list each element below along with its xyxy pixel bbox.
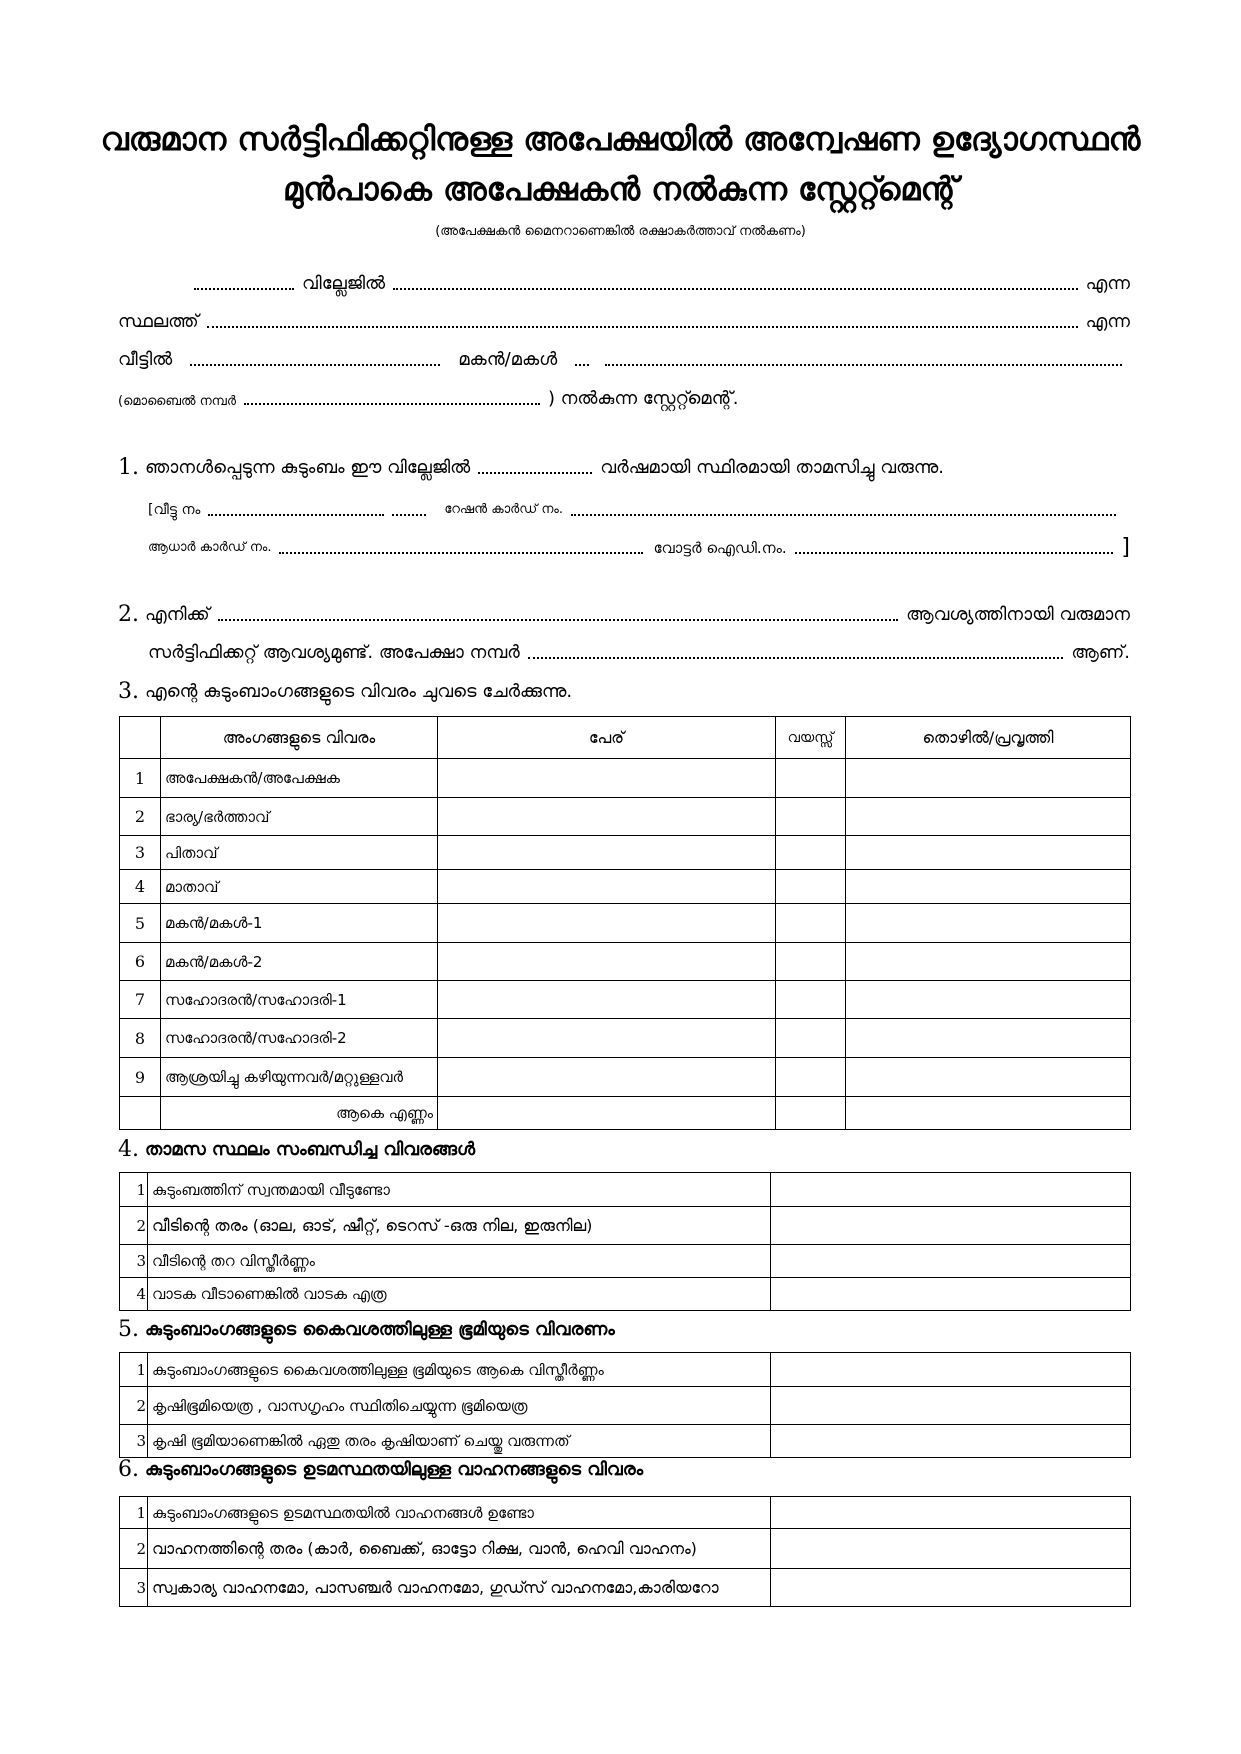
answer-cell[interactable] <box>771 1387 1131 1425</box>
item4-title: താമസ സ്ഥലം സംബന്ധിച്ച വിവരങ്ങൾ <box>145 1139 476 1160</box>
village-label: വില്ലേജിൽ <box>302 273 386 294</box>
table-row <box>120 1019 1131 1058</box>
answer-cell[interactable] <box>771 1497 1131 1529</box>
row-label: അപേക്ഷകൻ/അപേക്ഷക <box>161 759 438 798</box>
item1-text-b: വർഷമായി സ്ഥിരമായി താമസിച്ചു വരുന്നു. <box>600 457 945 478</box>
row-label: പിതാവ് <box>161 836 438 870</box>
name-cell[interactable] <box>438 836 776 870</box>
form-title-line1: വരുമാന സർട്ടിഫിക്കറ്റിനുള്ള അപേക്ഷയിൽ അന്വേഷണ ഉദ്യോഗസ്ഥൻ <box>100 120 1141 158</box>
row-number: 2 <box>120 1529 148 1569</box>
occupation-cell[interactable] <box>846 981 1131 1019</box>
age-cell[interactable] <box>776 943 846 981</box>
answer-cell[interactable] <box>771 1353 1131 1387</box>
row-label: മകൻ/മകൾ-2 <box>161 943 438 981</box>
table-row <box>120 1058 1131 1097</box>
row-number: 9 <box>120 1058 161 1097</box>
table-row <box>120 836 1131 870</box>
row-label: വാടക വീടാണെങ്കിൽ വാടക എത്ര <box>148 1278 771 1311</box>
item1-text-a: ഞാനൾപ്പെടുന്ന കുടുംബം ഈ വില്ലേജിൽ <box>145 457 471 478</box>
answer-cell[interactable] <box>771 1207 1131 1245</box>
age-cell[interactable] <box>776 981 846 1019</box>
item2-text-b: ആവശ്യത്തിനായി വരുമാന <box>906 604 1130 625</box>
item6-number: 6. <box>118 1457 139 1482</box>
item5-title: കുടുംബാംഗങ്ങളുടെ കൈവശത്തിലുള്ള ഭൂമിയുടെ വിവരണം <box>145 1319 615 1340</box>
answer-cell[interactable] <box>771 1278 1131 1311</box>
intro-line-mobile <box>118 383 1130 413</box>
form-title-line2: മുൻപാകെ അപേക്ഷകൻ നൽകുന്ന സ്റ്റേറ്റ്മെന്റ് <box>282 170 959 208</box>
son-daughter-dots-short <box>575 364 589 366</box>
item2-line2 <box>118 637 1130 667</box>
enna-label-1: എന്ന <box>1085 273 1130 294</box>
total-serial-cell <box>120 1097 161 1130</box>
name-cell[interactable] <box>438 943 776 981</box>
item6-title: കുടുംബാംഗങ്ങളുടെ ഉടമസ്ഥതയിലുള്ള വാഹനങ്ങളുടെ വിവരം <box>145 1459 644 1480</box>
ration-card-field[interactable] <box>571 514 1116 516</box>
header-age: വയസ്സ് <box>776 717 846 759</box>
row-number: 1 <box>120 1353 148 1387</box>
age-cell[interactable] <box>776 798 846 836</box>
name-cell[interactable] <box>438 904 776 943</box>
row-number: 2 <box>120 1387 148 1425</box>
row-label: മാതാവ് <box>161 870 438 904</box>
item3-number: 3. <box>118 679 139 704</box>
header-occupation: തൊഴിൽ/പ്രവൃത്തി <box>846 717 1131 759</box>
row-number: 1 <box>120 1497 148 1529</box>
row-number: 4 <box>120 1278 148 1311</box>
years-field[interactable] <box>478 472 592 474</box>
row-number: 5 <box>120 904 161 943</box>
row-label: വാഹനത്തിന്റെ തരം (കാർ, ബൈക്ക്, ഓട്ടോ റിക്ഷ, വാൻ, ഹെവി വാഹനം) <box>148 1529 771 1569</box>
age-cell[interactable] <box>776 870 846 904</box>
table-row <box>120 798 1131 836</box>
item2-text-c: സർട്ടിഫിക്കറ്റ് ആവശ്യമുണ്ട്. അപേക്ഷാ നമ്പർ <box>148 642 520 663</box>
row-number: 2 <box>120 798 161 836</box>
house-field[interactable] <box>190 364 440 366</box>
son-daughter-label: മകൻ/മകൾ <box>458 349 558 370</box>
occupation-cell[interactable] <box>846 943 1131 981</box>
aadhaar-field[interactable] <box>279 552 643 554</box>
answer-cell[interactable] <box>771 1569 1131 1607</box>
row-label: കുടുംബാംഗങ്ങളുടെ ഉടമസ്ഥതയിൽ വാഹനങ്ങൾ ഉണ്ടോ <box>148 1497 771 1529</box>
row-number: 7 <box>120 981 161 1019</box>
row-label: കൃഷി ഭൂമിയാണെങ്കിൽ ഏതു തരം കൃഷിയാണ് ചെയ്തു വരുന്നത് <box>148 1425 771 1458</box>
table-row <box>120 1425 1131 1458</box>
purpose-field[interactable] <box>218 619 898 621</box>
table-row <box>120 759 1131 798</box>
row-number: 3 <box>120 1569 148 1607</box>
header-members: അംഗങ്ങളുടെ വിവരം <box>161 717 438 759</box>
name-cell[interactable] <box>438 798 776 836</box>
mobile-label: (മൊബൈൽ നമ്പർ <box>118 394 236 409</box>
occupation-cell[interactable] <box>846 904 1131 943</box>
village-name-field[interactable] <box>194 288 294 290</box>
row-number: 3 <box>120 1245 148 1278</box>
row-label: ആശ്രയിച്ചു കഴിയുന്നവർ/മറ്റുള്ളവർ <box>161 1058 438 1097</box>
table-row <box>120 904 1131 943</box>
total-count-label: ആകെ എണ്ണം <box>161 1097 438 1130</box>
occupation-cell[interactable] <box>846 1019 1131 1058</box>
ids-close-bracket: ] <box>1121 535 1130 560</box>
item5-heading <box>118 1316 1130 1344</box>
aadhaar-label: ആധാർ കാർഡ് നം. <box>148 540 272 555</box>
total-occupation-cell[interactable] <box>846 1097 1131 1130</box>
statement-given-label: ) നൽകുന്ന സ്റ്റേറ്റ്മെന്റ്. <box>547 388 739 409</box>
row-label: കൃഷിഭൂമിയെത്ര , വാസഗൃഹം സ്ഥിതിചെയ്യുന്ന ഭൂമിയെത്ര <box>148 1387 771 1425</box>
answer-cell[interactable] <box>771 1173 1131 1207</box>
table-row <box>120 943 1131 981</box>
intro-line-place <box>118 306 1130 336</box>
name-cell[interactable] <box>438 981 776 1019</box>
row-label: സഹോദരൻ/സഹോദരി-2 <box>161 1019 438 1058</box>
item2-line1 <box>118 599 1130 629</box>
item4-heading <box>118 1136 1130 1164</box>
name-cell[interactable] <box>438 1058 776 1097</box>
row-label: മകൻ/മകൾ-1 <box>161 904 438 943</box>
item2-text-d: ആണ്. <box>1071 642 1130 663</box>
house-no-extra-dots <box>392 514 426 516</box>
item6-heading <box>118 1456 1130 1484</box>
table-row <box>120 1353 1131 1387</box>
item1-ids-line1 <box>118 494 1130 524</box>
age-cell[interactable] <box>776 759 846 798</box>
row-label: കുടുംബത്തിന് സ്വന്തമായി വീടുണ്ടോ <box>148 1173 771 1207</box>
family-members-table <box>119 716 1131 1130</box>
house-no-label: [വീട്ടു നം <box>148 502 201 518</box>
land-table <box>119 1352 1131 1458</box>
item3-heading <box>118 678 1130 706</box>
row-label: വീടിന്റെ തറ വിസ്തീർണ്ണം <box>148 1245 771 1278</box>
table-row <box>120 870 1131 904</box>
mobile-field[interactable] <box>244 403 540 405</box>
vehicles-table <box>119 1496 1131 1607</box>
row-number: 4 <box>120 870 161 904</box>
name-cell[interactable] <box>438 1019 776 1058</box>
item3-text: എന്റെ കുടുംബാംഗങ്ങളുടെ വിവരം ചുവടെ ചേർക്കുന്നു. <box>145 681 573 702</box>
row-label: കുടുംബാംഗങ്ങളുടെ കൈവശത്തിലുള്ള ഭൂമിയുടെ ആകെ വിസ്തീർണ്ണം <box>148 1353 771 1387</box>
house-label: വീട്ടിൽ <box>118 349 173 370</box>
row-number: 8 <box>120 1019 161 1058</box>
place-field[interactable] <box>207 326 1078 328</box>
form-note: (അപേക്ഷകൻ മൈനറാണെങ്കിൽ രക്ഷാകർത്താവ് നൽകണം) <box>435 224 806 239</box>
house-no-field[interactable] <box>208 514 384 516</box>
voter-id-field[interactable] <box>795 552 1114 554</box>
age-cell[interactable] <box>776 1058 846 1097</box>
item1-line <box>118 452 1130 482</box>
table-row <box>120 1245 1131 1278</box>
answer-cell[interactable] <box>771 1529 1131 1569</box>
row-number: 1 <box>120 759 161 798</box>
occupation-cell[interactable] <box>846 836 1131 870</box>
table-row <box>120 981 1131 1019</box>
row-number: 1 <box>120 1173 148 1207</box>
total-name-cell[interactable] <box>438 1097 776 1130</box>
table-row <box>120 1497 1131 1529</box>
row-number: 3 <box>120 836 161 870</box>
intro-line-village <box>118 268 1130 298</box>
row-number: 3 <box>120 1425 148 1458</box>
name-cell[interactable] <box>438 759 776 798</box>
occupation-cell[interactable] <box>846 798 1131 836</box>
item5-number: 5. <box>118 1317 139 1342</box>
row-label: സ്വകാര്യ വാഹനമോ, പാസഞ്ചർ വാഹനമോ, ഗുഡ്സ് വാഹനമോ,കാരിയറോ <box>148 1569 771 1607</box>
answer-cell[interactable] <box>771 1245 1131 1278</box>
occupation-cell[interactable] <box>846 1058 1131 1097</box>
header-name: പേര് <box>438 717 776 759</box>
residence-table <box>119 1172 1131 1311</box>
place-label: സ്ഥലത്ത് <box>118 311 199 332</box>
application-no-field[interactable] <box>528 657 1064 659</box>
item2-text-a: എനിക്ക് <box>145 604 210 625</box>
table-row <box>120 1207 1131 1245</box>
table-row <box>120 1278 1131 1311</box>
row-label: ഭാര്യ/ഭർത്താവ് <box>161 798 438 836</box>
table-row <box>120 1529 1131 1569</box>
item1-ids-line2 <box>118 532 1130 562</box>
age-cell[interactable] <box>776 904 846 943</box>
answer-cell[interactable] <box>771 1425 1131 1458</box>
total-age-cell[interactable] <box>776 1097 846 1130</box>
table-row <box>120 1569 1131 1607</box>
row-label: വീടിന്റെ തരം (ഓല, ഓട്, ഷീറ്റ്, ടെറസ് -ഒരു നില, ഇരുനില) <box>148 1207 771 1245</box>
occupation-cell[interactable] <box>846 870 1131 904</box>
item2-number: 2. <box>118 602 139 627</box>
parent-name-field[interactable] <box>605 364 1122 366</box>
occupation-cell[interactable] <box>846 759 1131 798</box>
name-cell[interactable] <box>438 870 776 904</box>
header-serial-cell <box>120 717 161 759</box>
table-total-row <box>120 1097 1131 1130</box>
age-cell[interactable] <box>776 836 846 870</box>
ration-card-label: റേഷൻ കാർഡ് നം. <box>444 502 564 517</box>
family-table-header <box>120 717 1131 759</box>
table-row <box>120 1387 1131 1425</box>
row-number: 2 <box>120 1207 148 1245</box>
table-row <box>120 1173 1131 1207</box>
row-label: സഹോദരൻ/സഹോദരി-1 <box>161 981 438 1019</box>
item4-number: 4. <box>118 1137 139 1162</box>
item1-number: 1. <box>118 455 139 480</box>
voter-id-label: വോട്ടർ ഐഡി.നം. <box>653 539 787 557</box>
intro-line-house <box>118 344 1130 374</box>
row-number: 6 <box>120 943 161 981</box>
village-detail-field[interactable] <box>393 288 1078 290</box>
age-cell[interactable] <box>776 1019 846 1058</box>
enna-label-2: എന്ന <box>1085 311 1130 332</box>
